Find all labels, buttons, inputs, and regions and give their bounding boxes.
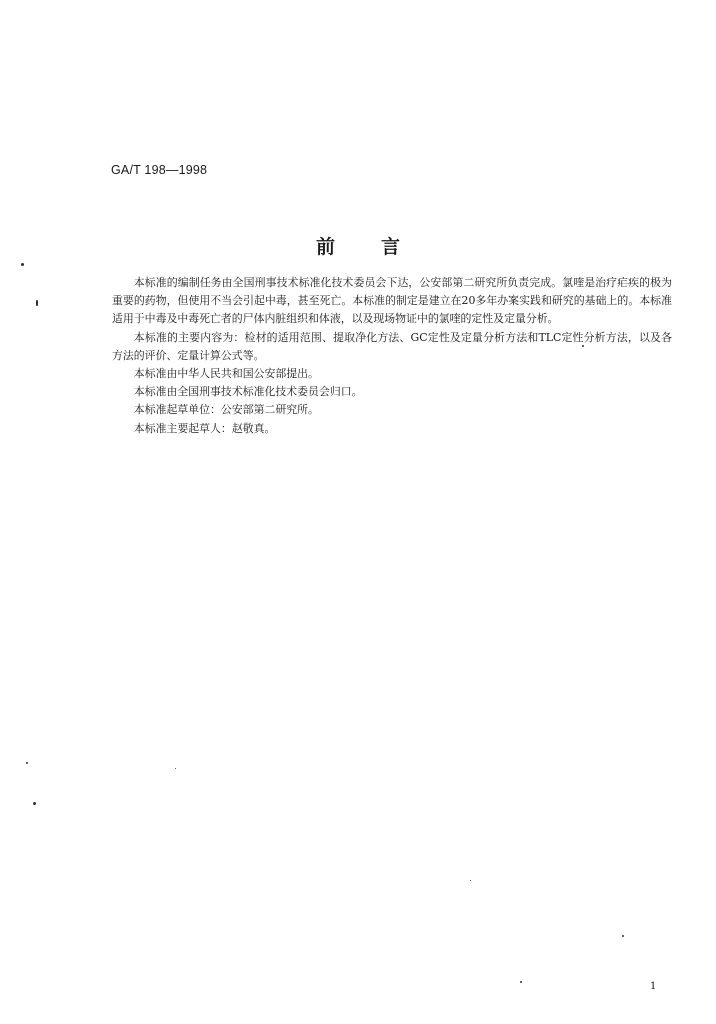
scan-speck: [470, 880, 471, 881]
title-char-right: 言: [381, 236, 401, 258]
scan-speck: [26, 762, 28, 764]
foreword-body: [112, 274, 672, 438]
paragraph-content: 本标准的主要内容为：检材的适用范围、提取净化方法、GC定性及定量分析方法和TLC定性分析方法，以及各方法的评价、定量计算公式等。: [112, 330, 672, 362]
scan-speck: [21, 263, 24, 266]
paragraph-task: 本标准的编制任务由全国刑事技术标准化技术委员会下达，公安部第二研究所负责完成。氯喹是治疗疟疾的极为重要的药物，但使用不当会引起中毒，甚至死亡。本标准的制定是建立在20多年办案实践和研究的基础上的。本标准适用于中毒及中毒死亡者的尸体内脏组织和体液，以及现场物证中的氯喹的定性及定量分析。: [112, 276, 672, 326]
scan-speck: [33, 802, 36, 805]
scan-speck: [520, 981, 522, 983]
paragraph-proposer: 本标准由中华人民共和国公安部提出。: [133, 367, 319, 381]
standard-code: GA/T 198—1998: [111, 163, 208, 177]
scan-speck: [622, 935, 624, 937]
paragraph-drafter: 本标准主要起草人：赵敬真。: [133, 421, 276, 435]
scan-speck: [175, 768, 176, 769]
scan-speck: [36, 300, 38, 306]
page-title: [0, 232, 716, 259]
title-char-left: 前: [315, 236, 335, 258]
scan-speck: [582, 345, 584, 347]
page-number: 1: [650, 981, 657, 992]
paragraph-drafting-unit: 本标准起草单位：公安部第二研究所。: [133, 403, 319, 417]
paragraph-administrator: 本标准由全国刑事技术标准化技术委员会归口。: [133, 385, 363, 399]
